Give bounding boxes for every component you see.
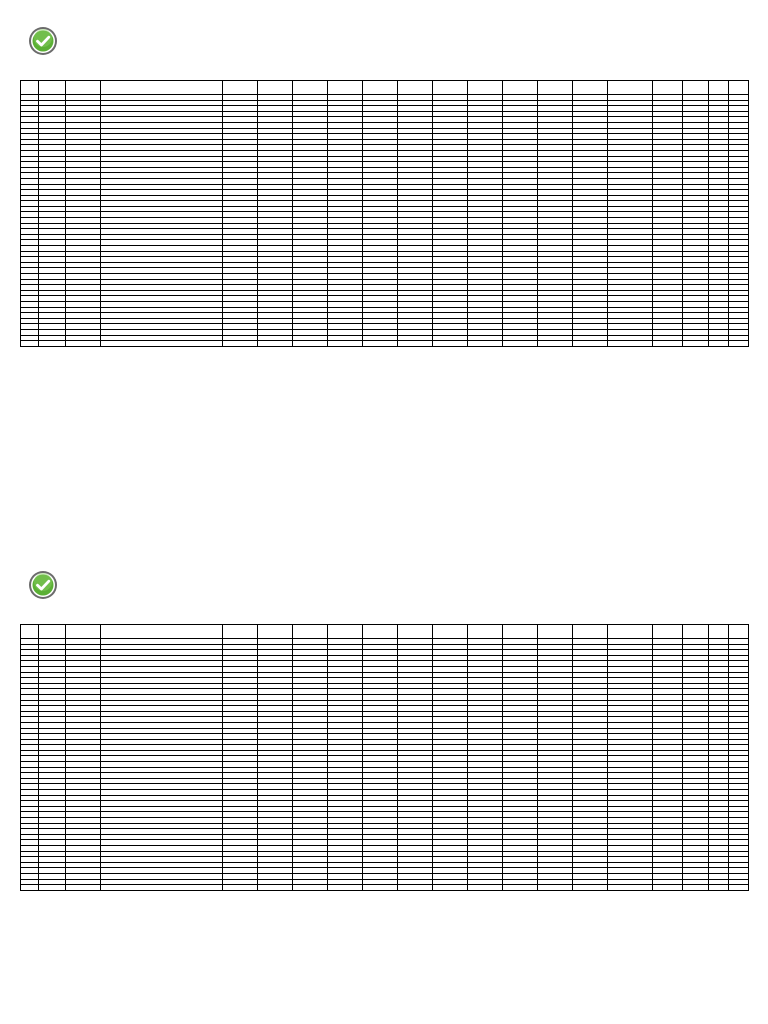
table-header-row	[21, 625, 751, 639]
table-cell	[709, 885, 729, 891]
table-cell	[433, 625, 468, 639]
table-cell	[709, 341, 729, 347]
table-cell	[101, 81, 223, 95]
table-cell	[39, 81, 66, 95]
blank-grid-table	[20, 624, 751, 891]
table-cell	[653, 625, 683, 639]
table-cell	[608, 341, 653, 347]
check-circle-icon	[28, 26, 58, 56]
table-cell	[653, 341, 683, 347]
table-cell	[398, 625, 433, 639]
table-cell	[573, 341, 608, 347]
table-cell	[683, 341, 709, 347]
table-cell	[258, 885, 293, 891]
table-cell	[328, 885, 363, 891]
grid-body	[21, 625, 751, 891]
table-cell	[21, 81, 39, 95]
table-cell	[223, 341, 258, 347]
table-cell	[653, 885, 683, 891]
table-cell	[328, 341, 363, 347]
table-cell	[223, 81, 258, 95]
table-cell	[258, 625, 293, 639]
table-cell	[258, 341, 293, 347]
table-cell	[363, 885, 398, 891]
table-cell	[503, 341, 538, 347]
table-cell	[653, 81, 683, 95]
table-cell	[398, 81, 433, 95]
table-cell	[21, 341, 39, 347]
table-cell	[21, 885, 39, 891]
table-cell	[729, 885, 749, 891]
table-cell	[66, 341, 101, 347]
table-cell	[398, 341, 433, 347]
table-cell	[293, 341, 328, 347]
table-cell	[363, 81, 398, 95]
table-cell	[328, 625, 363, 639]
table-cell	[39, 341, 66, 347]
table-cell	[608, 81, 653, 95]
table-cell	[538, 341, 573, 347]
table-cell	[468, 81, 503, 95]
table-cell	[223, 885, 258, 891]
table-cell	[573, 885, 608, 891]
table-cell	[573, 625, 608, 639]
table-cell	[468, 625, 503, 639]
table-cell	[293, 81, 328, 95]
table-cell	[101, 341, 223, 347]
table-cell	[503, 81, 538, 95]
table-cell	[39, 625, 66, 639]
table-cell	[66, 625, 101, 639]
table-row	[21, 885, 751, 891]
table-cell	[468, 341, 503, 347]
table-cell	[573, 81, 608, 95]
table-cell	[328, 81, 363, 95]
table-cell	[433, 341, 468, 347]
table-cell	[293, 625, 328, 639]
table-cell	[21, 625, 39, 639]
table-cell	[709, 81, 729, 95]
table-cell	[683, 625, 709, 639]
check-circle-icon	[28, 570, 58, 600]
table-cell	[101, 625, 223, 639]
table-cell	[709, 625, 729, 639]
table-cell	[258, 81, 293, 95]
table-cell	[683, 81, 709, 95]
table-cell	[503, 625, 538, 639]
table-header-row	[21, 81, 751, 95]
table-row	[21, 341, 751, 347]
table-cell	[503, 885, 538, 891]
blank-grid-table	[20, 80, 751, 347]
table-cell	[608, 625, 653, 639]
table-cell	[683, 885, 709, 891]
table-cell	[729, 625, 749, 639]
table-cell	[66, 885, 101, 891]
table-cell	[363, 625, 398, 639]
table-cell	[66, 81, 101, 95]
table-cell	[729, 341, 749, 347]
table-cell	[433, 885, 468, 891]
table-cell	[538, 885, 573, 891]
table-cell	[468, 885, 503, 891]
table-cell	[223, 625, 258, 639]
table-cell	[433, 81, 468, 95]
table-cell	[608, 885, 653, 891]
table-cell	[538, 81, 573, 95]
table-cell	[398, 885, 433, 891]
table-cell	[729, 81, 749, 95]
table-cell	[538, 625, 573, 639]
table-cell	[39, 885, 66, 891]
table-cell	[363, 341, 398, 347]
table-cell	[293, 885, 328, 891]
table-cell	[101, 885, 223, 891]
grid-body	[21, 81, 751, 347]
